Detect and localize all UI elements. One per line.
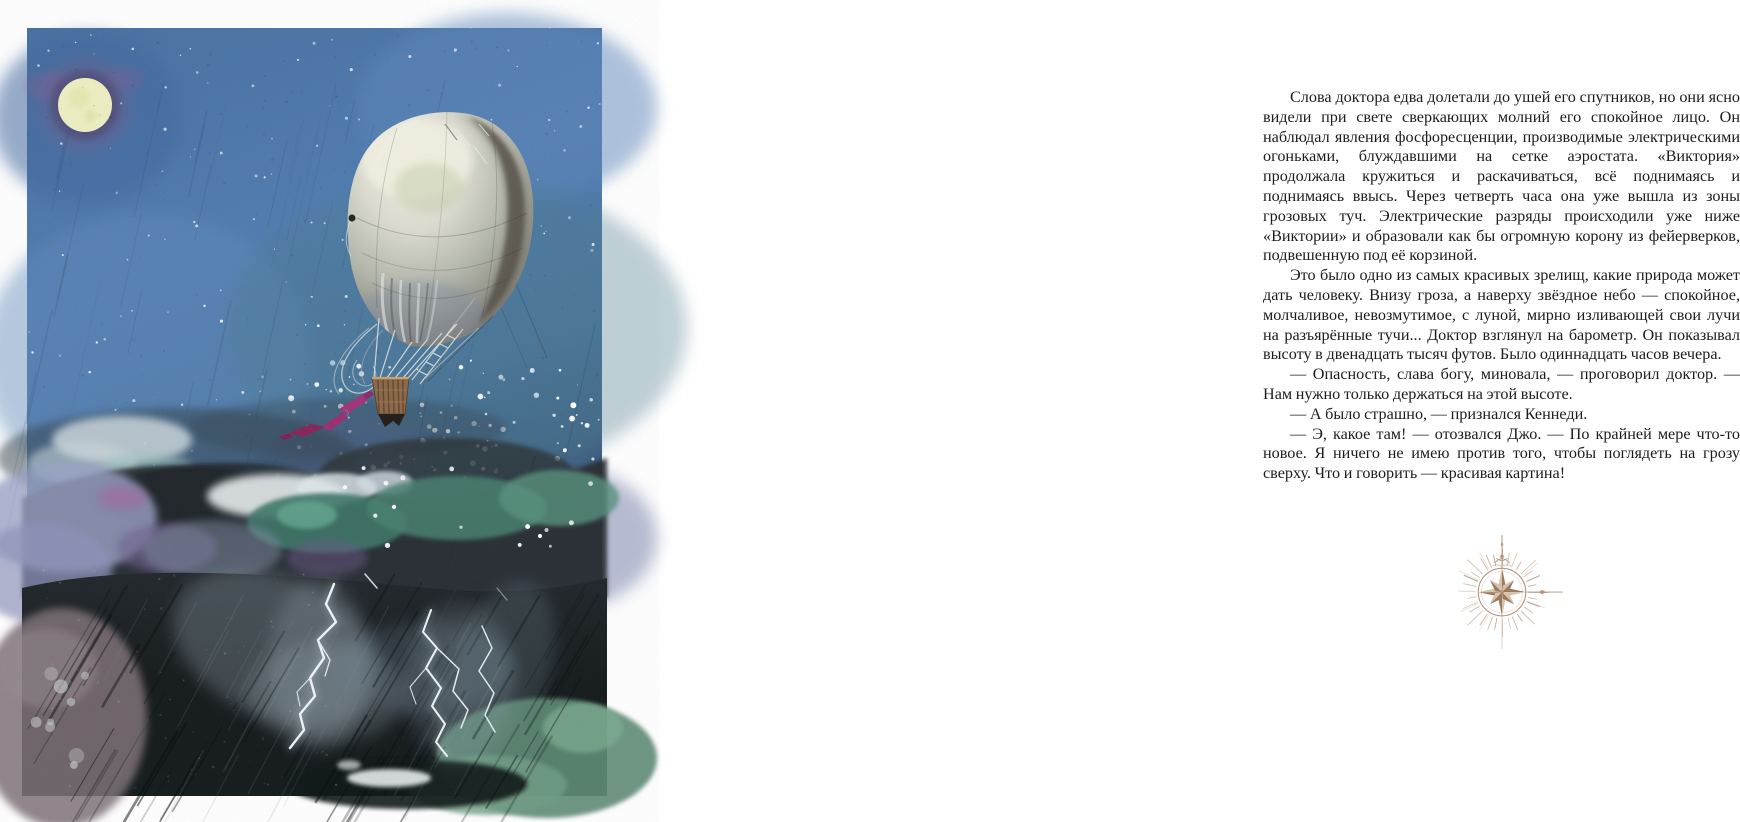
compass-rose-ornament (1438, 526, 1566, 660)
paragraph: Это было одно из самых красивых зрелищ, какие природа может дать человеку. Внизу гроза, а наверху звёздное небо — спокойное, молчаливое, невозмутимое, с луной, мирно изливающей свои лучи на разъярённые тучи... Доктор взглянул на барометр. Он показывал высоту в двенадцать тысяч футов. Было одиннадцать часов вечера. (1263, 266, 1740, 364)
balloon-night-illustration (27, 28, 602, 791)
paragraph: — А было страшно, — признался Кеннеди. (1290, 404, 1588, 423)
paragraph: — Опасность, слава богу, миновала, — проговорил доктор. — Нам нужно только держаться на этой высоте. (1263, 365, 1740, 403)
paper-grain-light (27, 28, 602, 791)
paragraph: Слова доктора едва долетали до ушей его спутников, но они ясно видели при свете сверкающих молний его спокойное лицо. Он наблюдал явления фосфоресценции, производимые электрическими огоньками, блуждавшими на сетке аэростата. «Виктория» продолжала кружиться и раскачиваться, всё поднимаясь и поднимаясь ввысь. Через четверть часа она уже вышла из зоны грозовых туч. Электрические разряды происходили уже ниже «Виктории» и образовали как бы огромную корону из фейерверков, подвешенную под её корзиной. (1263, 88, 1740, 265)
ornament-wrap (1263, 526, 1740, 660)
right-page (600, 0, 1740, 822)
body-text (1263, 88, 1740, 484)
paragraph: — Э, какое там! — отозвался Джо. — По крайней мере что-то новое. Я ничего не имею против того, чтобы поглядеть на грозу сверху. Что и говорить — красивая картина! (1263, 424, 1740, 483)
left-page (0, 0, 600, 822)
